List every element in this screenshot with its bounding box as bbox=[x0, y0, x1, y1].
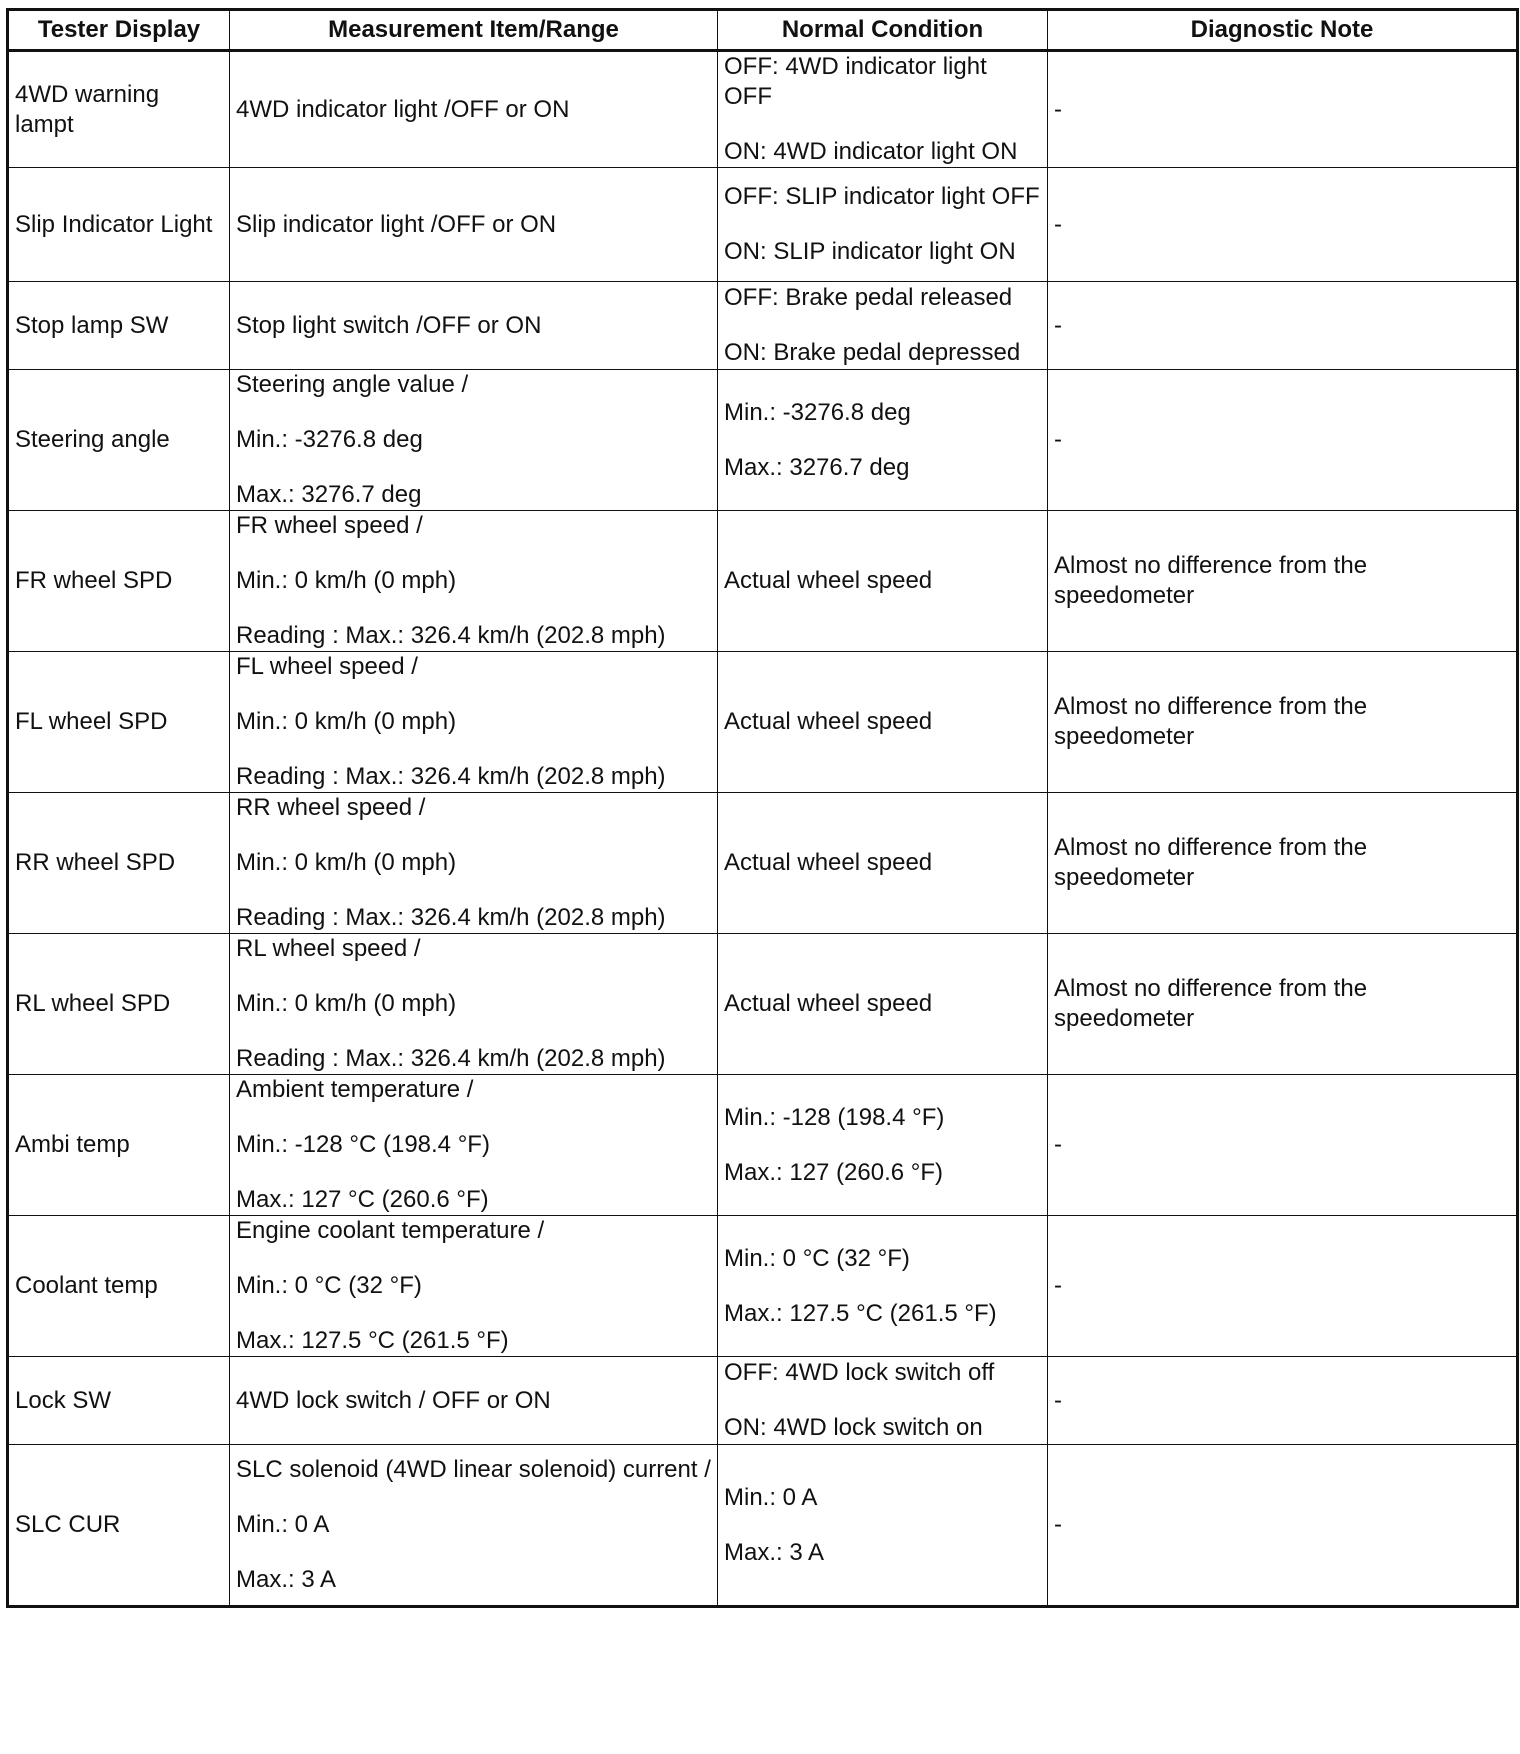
table-row bbox=[8, 370, 1518, 511]
header-row bbox=[8, 10, 1518, 51]
cell-normal-condition-line: Actual wheel speed bbox=[724, 567, 933, 594]
cell-measurement-line: Steering angle value / bbox=[236, 371, 469, 398]
cell-measurement-line: Reading : Max.: 326.4 km/h (202.8 mph) bbox=[236, 1045, 666, 1072]
cell-normal-condition-line: Min.: 0 °C (32 °F) bbox=[724, 1244, 910, 1272]
cell-measurement-line: Min.: 0 km/h (0 mph) bbox=[236, 567, 457, 594]
cell-normal-condition-line: Max.: 3276.7 deg bbox=[724, 453, 910, 481]
cell-normal-condition-line: Min.: -128 (198.4 °F) bbox=[724, 1103, 945, 1131]
table-row bbox=[8, 1075, 1518, 1216]
cell-measurement-line: Ambient temperature / bbox=[236, 1076, 474, 1103]
cell-measurement bbox=[230, 793, 718, 934]
cell-measurement bbox=[230, 934, 718, 1075]
cell-measurement bbox=[230, 51, 718, 168]
cell-diagnostic-note: - bbox=[1048, 1445, 1518, 1607]
cell-measurement bbox=[230, 168, 718, 282]
cell-measurement-line: SLC solenoid (4WD linear solenoid) current / bbox=[236, 1456, 711, 1483]
cell-measurement-line: Min.: -128 °C (198.4 °F) bbox=[236, 1131, 490, 1158]
cell-measurement bbox=[230, 1075, 718, 1216]
cell-measurement-line: Engine coolant temperature / bbox=[236, 1217, 545, 1244]
cell-measurement bbox=[230, 282, 718, 370]
cell-normal-condition bbox=[718, 1357, 1048, 1445]
table-row bbox=[8, 1216, 1518, 1357]
cell-tester-display: Ambi temp bbox=[8, 1075, 230, 1216]
cell-normal-condition-line: ON: 4WD lock switch on bbox=[724, 1414, 983, 1441]
cell-tester-display: Stop lamp SW bbox=[8, 282, 230, 370]
cell-diagnostic-note: - bbox=[1048, 282, 1518, 370]
cell-tester-display: RL wheel SPD bbox=[8, 934, 230, 1075]
cell-tester-display: 4WD warning lampt bbox=[8, 51, 230, 168]
table-row bbox=[8, 1445, 1518, 1607]
cell-measurement-line: Min.: 0 km/h (0 mph) bbox=[236, 990, 457, 1017]
tester-data-table bbox=[6, 8, 1519, 1608]
cell-normal-condition bbox=[718, 282, 1048, 370]
cell-diagnostic-note: - bbox=[1048, 1357, 1518, 1445]
cell-diagnostic-note: - bbox=[1048, 168, 1518, 282]
cell-measurement-line: Max.: 127 °C (260.6 °F) bbox=[236, 1186, 489, 1213]
cell-measurement-line: Stop light switch /OFF or ON bbox=[236, 311, 542, 339]
table-body bbox=[8, 51, 1518, 1607]
cell-measurement-line: Max.: 3 A bbox=[236, 1566, 337, 1593]
table-row bbox=[8, 1357, 1518, 1445]
cell-measurement bbox=[230, 370, 718, 511]
cell-diagnostic-note: Almost no difference from the speedometer bbox=[1048, 511, 1518, 652]
cell-tester-display: SLC CUR bbox=[8, 1445, 230, 1607]
cell-measurement-line: Max.: 127.5 °C (261.5 °F) bbox=[236, 1327, 509, 1354]
cell-diagnostic-note: - bbox=[1048, 370, 1518, 511]
cell-measurement-line: Min.: 0 km/h (0 mph) bbox=[236, 708, 457, 735]
cell-measurement-line: Reading : Max.: 326.4 km/h (202.8 mph) bbox=[236, 763, 666, 790]
cell-normal-condition-line: OFF: SLIP indicator light OFF bbox=[724, 183, 1040, 210]
cell-tester-display: Coolant temp bbox=[8, 1216, 230, 1357]
cell-measurement bbox=[230, 1445, 718, 1607]
cell-measurement-line: FR wheel speed / bbox=[236, 512, 423, 539]
cell-normal-condition-line: OFF: Brake pedal released bbox=[724, 284, 1013, 311]
table-row bbox=[8, 934, 1518, 1075]
cell-normal-condition bbox=[718, 1216, 1048, 1357]
cell-normal-condition bbox=[718, 1445, 1048, 1607]
cell-tester-display: RR wheel SPD bbox=[8, 793, 230, 934]
table-row bbox=[8, 51, 1518, 168]
cell-measurement-line: Max.: 3276.7 deg bbox=[236, 481, 422, 508]
cell-normal-condition bbox=[718, 51, 1048, 168]
cell-measurement-line: Min.: -3276.8 deg bbox=[236, 426, 423, 453]
table-row bbox=[8, 168, 1518, 282]
cell-diagnostic-note: Almost no difference from the speedometer bbox=[1048, 934, 1518, 1075]
cell-measurement-line: Slip indicator light /OFF or ON bbox=[236, 210, 557, 238]
cell-diagnostic-note: - bbox=[1048, 1216, 1518, 1357]
cell-measurement-line: Min.: 0 °C (32 °F) bbox=[236, 1272, 422, 1299]
cell-measurement-line: FL wheel speed / bbox=[236, 653, 418, 680]
cell-measurement bbox=[230, 652, 718, 793]
cell-tester-display: Slip Indicator Light bbox=[8, 168, 230, 282]
header-tester-display: Tester Display bbox=[8, 10, 230, 51]
table-row bbox=[8, 793, 1518, 934]
table-row bbox=[8, 282, 1518, 370]
cell-diagnostic-note: Almost no difference from the speedometer bbox=[1048, 793, 1518, 934]
cell-normal-condition-line: Actual wheel speed bbox=[724, 849, 933, 876]
cell-measurement-line: 4WD lock switch / OFF or ON bbox=[236, 1386, 551, 1414]
cell-normal-condition-line: Max.: 127 (260.6 °F) bbox=[724, 1158, 944, 1186]
cell-tester-display: FR wheel SPD bbox=[8, 511, 230, 652]
cell-measurement-line: Reading : Max.: 326.4 km/h (202.8 mph) bbox=[236, 622, 666, 649]
cell-normal-condition-line: Actual wheel speed bbox=[724, 990, 933, 1017]
cell-normal-condition-line: ON: 4WD indicator light ON bbox=[724, 138, 1018, 165]
cell-measurement-line: Min.: 0 km/h (0 mph) bbox=[236, 849, 457, 876]
cell-diagnostic-note: - bbox=[1048, 1075, 1518, 1216]
cell-tester-display: Lock SW bbox=[8, 1357, 230, 1445]
table-row bbox=[8, 511, 1518, 652]
header-normal-condition: Normal Condition bbox=[718, 10, 1048, 51]
cell-normal-condition-line: ON: Brake pedal depressed bbox=[724, 339, 1021, 366]
cell-diagnostic-note: - bbox=[1048, 51, 1518, 168]
cell-tester-display: Steering angle bbox=[8, 370, 230, 511]
header-diagnostic-note: Diagnostic Note bbox=[1048, 10, 1518, 51]
cell-normal-condition bbox=[718, 1075, 1048, 1216]
cell-normal-condition-line: Actual wheel speed bbox=[724, 708, 933, 735]
table-row bbox=[8, 652, 1518, 793]
cell-normal-condition-line: Min.: 0 A bbox=[724, 1483, 818, 1511]
cell-normal-condition-line: ON: SLIP indicator light ON bbox=[724, 238, 1016, 265]
cell-normal-condition-line: OFF: 4WD lock switch off bbox=[724, 1359, 995, 1386]
cell-measurement bbox=[230, 511, 718, 652]
cell-normal-condition-line: Max.: 127.5 °C (261.5 °F) bbox=[724, 1299, 997, 1327]
cell-measurement bbox=[230, 1216, 718, 1357]
cell-measurement-line: Min.: 0 A bbox=[236, 1511, 330, 1538]
cell-normal-condition bbox=[718, 793, 1048, 934]
cell-normal-condition bbox=[718, 168, 1048, 282]
cell-measurement-line: RR wheel speed / bbox=[236, 794, 426, 821]
cell-normal-condition bbox=[718, 370, 1048, 511]
cell-measurement-line: RL wheel speed / bbox=[236, 935, 421, 962]
cell-measurement-line: 4WD indicator light /OFF or ON bbox=[236, 95, 570, 123]
cell-diagnostic-note: Almost no difference from the speedometer bbox=[1048, 652, 1518, 793]
cell-measurement-line: Reading : Max.: 326.4 km/h (202.8 mph) bbox=[236, 904, 666, 931]
cell-normal-condition-line: Max.: 3 A bbox=[724, 1538, 825, 1566]
cell-tester-display: FL wheel SPD bbox=[8, 652, 230, 793]
cell-normal-condition bbox=[718, 652, 1048, 793]
cell-normal-condition bbox=[718, 934, 1048, 1075]
cell-normal-condition-line: Min.: -3276.8 deg bbox=[724, 398, 911, 426]
header-measurement-item-range: Measurement Item/Range bbox=[230, 10, 718, 51]
cell-normal-condition-line: OFF: 4WD indicator light OFF bbox=[724, 53, 987, 110]
cell-measurement bbox=[230, 1357, 718, 1445]
cell-normal-condition bbox=[718, 511, 1048, 652]
